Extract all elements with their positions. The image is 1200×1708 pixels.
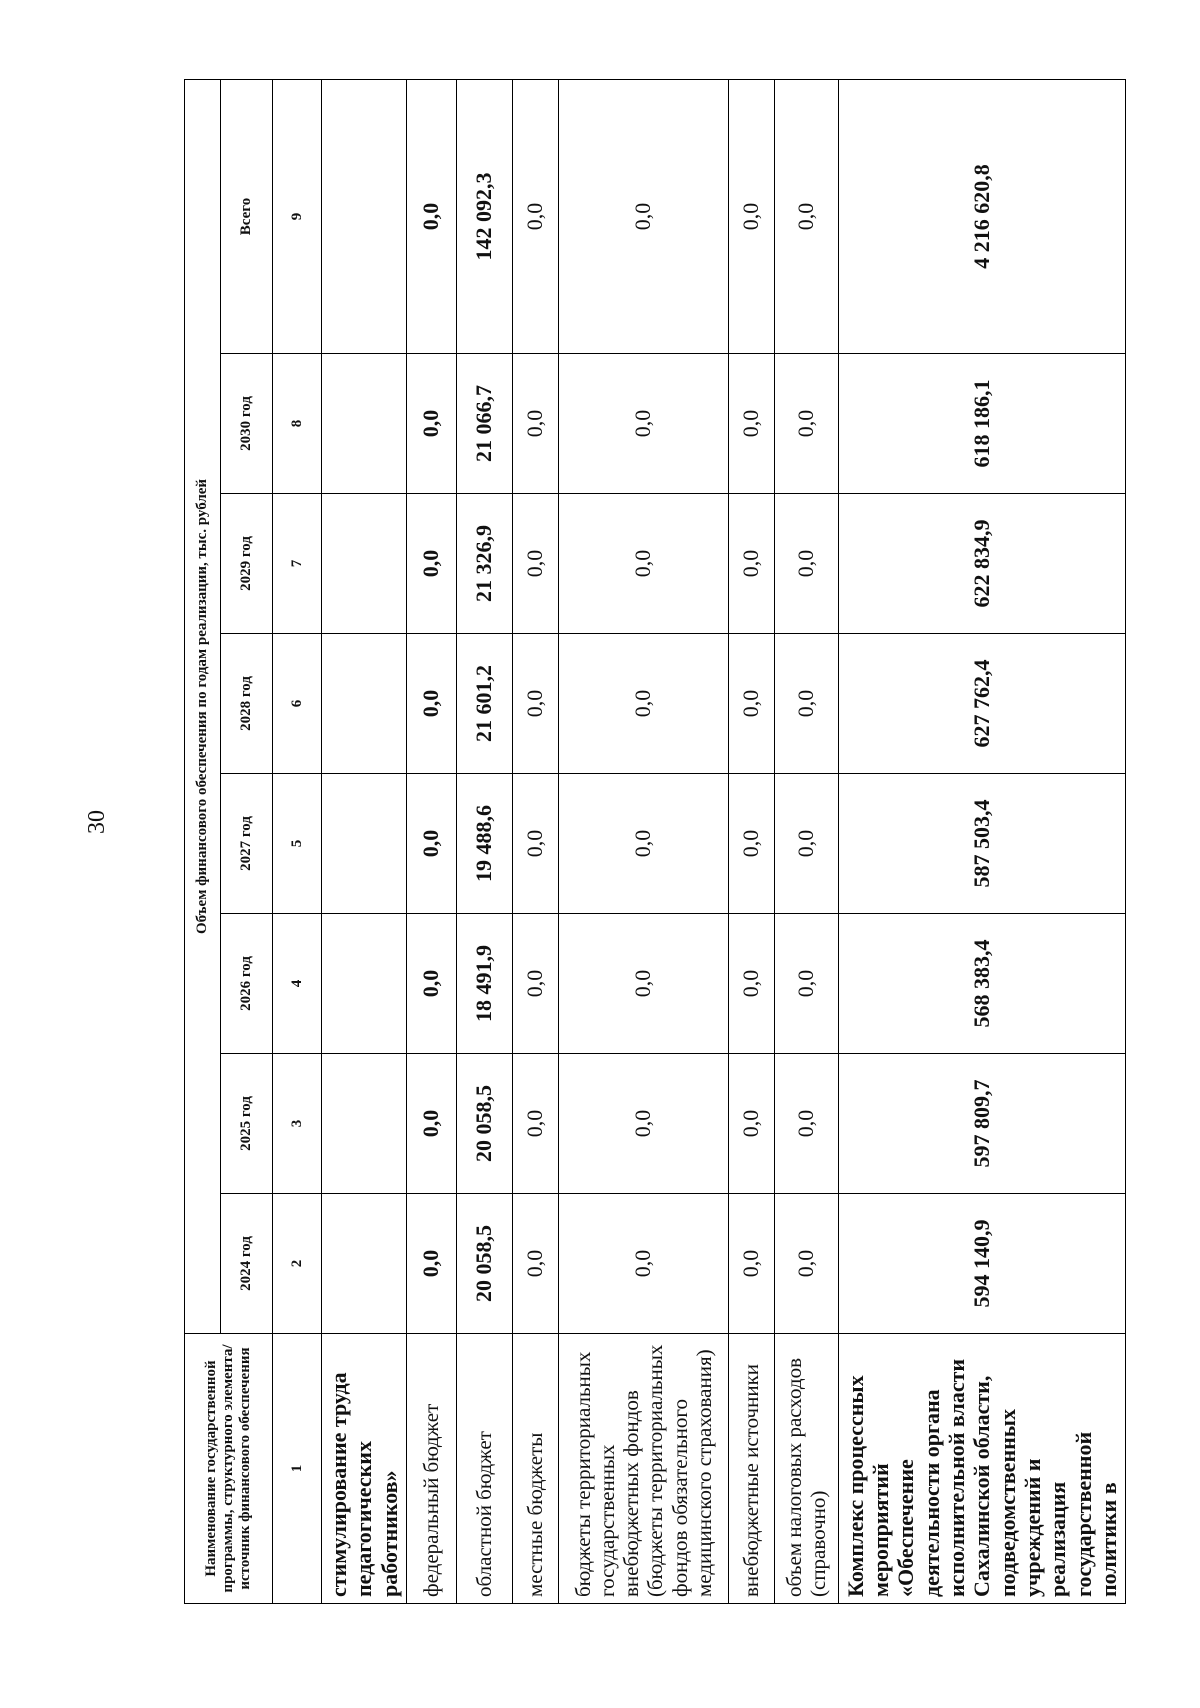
value-cell: 0,0 [512,79,558,353]
value-cell: 0,0 [512,1194,558,1334]
value-cell: 0,0 [558,634,728,774]
year-header: 2029 год [221,494,273,634]
value-cell: 0,0 [406,494,456,634]
value-cell: 19 488,6 [456,774,512,914]
value-cell: 0,0 [512,914,558,1054]
value-cell: 0,0 [774,914,838,1054]
value-cell: 0,0 [512,774,558,914]
table-row [406,79,456,1603]
value-cell: 0,0 [512,1054,558,1194]
value-cell: 20 058,5 [456,1054,512,1194]
value-cell: 587 503,4 [838,774,1125,914]
value-cell [322,354,407,494]
value-cell: 0,0 [728,1054,774,1194]
value-cell [322,494,407,634]
value-cell: 0,0 [774,1054,838,1194]
value-cell: 0,0 [558,774,728,914]
value-cell: 618 186,1 [838,354,1125,494]
value-cell: 21 066,7 [456,354,512,494]
value-cell: 18 491,9 [456,914,512,1054]
table-row [322,79,407,1603]
row-label: областной бюджет [456,1334,512,1604]
value-cell: 0,0 [728,1194,774,1334]
table-row [838,79,1125,1603]
value-cell: 4 216 620,8 [838,79,1125,353]
value-cell [322,914,407,1054]
row-label: объем налоговых расходов (справочно) [774,1334,838,1604]
page-number: 30 [84,810,110,834]
value-cell: 0,0 [558,79,728,353]
value-cell: 0,0 [728,494,774,634]
value-cell: 21 326,9 [456,494,512,634]
value-cell [322,1054,407,1194]
column-number: 7 [273,494,322,634]
column-number: 2 [273,1194,322,1334]
table-row [774,79,838,1603]
column-number: 6 [273,634,322,774]
value-cell: 0,0 [728,914,774,1054]
table-row [512,79,558,1603]
value-cell: 0,0 [774,494,838,634]
value-cell: 0,0 [406,774,456,914]
year-header: 2030 год [221,354,273,494]
column-number: 8 [273,354,322,494]
value-cell: 21 601,2 [456,634,512,774]
value-cell [322,79,407,353]
row-label: Комплекс процессных мероприятий «Обеспечение деятельности органа исполнительной власти Сахалинской области, подведомственных учреждений и реализация государственной политики в [838,1334,1125,1604]
value-cell: 20 058,5 [456,1194,512,1334]
value-cell: 568 383,4 [838,914,1125,1054]
row-label: внебюджетные источники [728,1334,774,1604]
value-cell: 0,0 [774,1194,838,1334]
value-cell [322,774,407,914]
value-cell: 0,0 [558,494,728,634]
value-cell: 0,0 [774,774,838,914]
column-number: 9 [273,79,322,353]
year-header: 2028 год [221,634,273,774]
financing-table-container [184,80,1121,1604]
value-cell [322,1194,407,1334]
value-cell: 0,0 [774,354,838,494]
value-cell: 0,0 [512,634,558,774]
value-cell: 0,0 [728,79,774,353]
row-label: федеральный бюджет [406,1334,456,1604]
row-label: бюджеты территориальных государственных внебюджетных фондов (бюджеты территориальных фондов обязательного медицинского страхования) [558,1334,728,1604]
value-cell: 0,0 [512,354,558,494]
column-number: 1 [273,1334,322,1604]
value-cell: 0,0 [512,494,558,634]
value-cell: 0,0 [558,354,728,494]
table-body [322,79,1126,1603]
year-header: 2027 год [221,774,273,914]
year-header: 2024 год [221,1194,273,1334]
name-column-header: Наименование государственной программы, структурного элемента/источник финансового обеспечения [185,1334,273,1604]
value-cell: 142 092,3 [456,79,512,353]
value-cell [322,634,407,774]
table-row [456,79,512,1603]
value-cell: 0,0 [558,1194,728,1334]
total-header: Всего [221,79,273,353]
value-cell: 622 834,9 [838,494,1125,634]
financing-group-header: Объем финансового обеспечения по годам реализации, тыс. рублей [185,79,221,1333]
value-cell: 0,0 [558,1054,728,1194]
value-cell: 0,0 [728,774,774,914]
value-cell: 0,0 [558,914,728,1054]
value-cell: 627 762,4 [838,634,1125,774]
table-row [558,79,728,1603]
value-cell: 0,0 [774,634,838,774]
year-header: 2025 год [221,1054,273,1194]
value-cell: 0,0 [406,634,456,774]
column-number: 4 [273,914,322,1054]
column-number: 5 [273,774,322,914]
value-cell: 597 809,7 [838,1054,1125,1194]
value-cell: 0,0 [406,79,456,353]
value-cell: 0,0 [774,79,838,353]
row-label: стимулирование труда педагогических работников» [322,1334,407,1604]
value-cell: 0,0 [406,914,456,1054]
financing-table [184,79,1126,1604]
value-cell: 0,0 [728,634,774,774]
value-cell: 0,0 [728,354,774,494]
column-number: 3 [273,1054,322,1194]
year-header: 2026 год [221,914,273,1054]
value-cell: 594 140,9 [838,1194,1125,1334]
value-cell: 0,0 [406,354,456,494]
table-row [728,79,774,1603]
row-label: местные бюджеты [512,1334,558,1604]
value-cell: 0,0 [406,1054,456,1194]
value-cell: 0,0 [406,1194,456,1334]
